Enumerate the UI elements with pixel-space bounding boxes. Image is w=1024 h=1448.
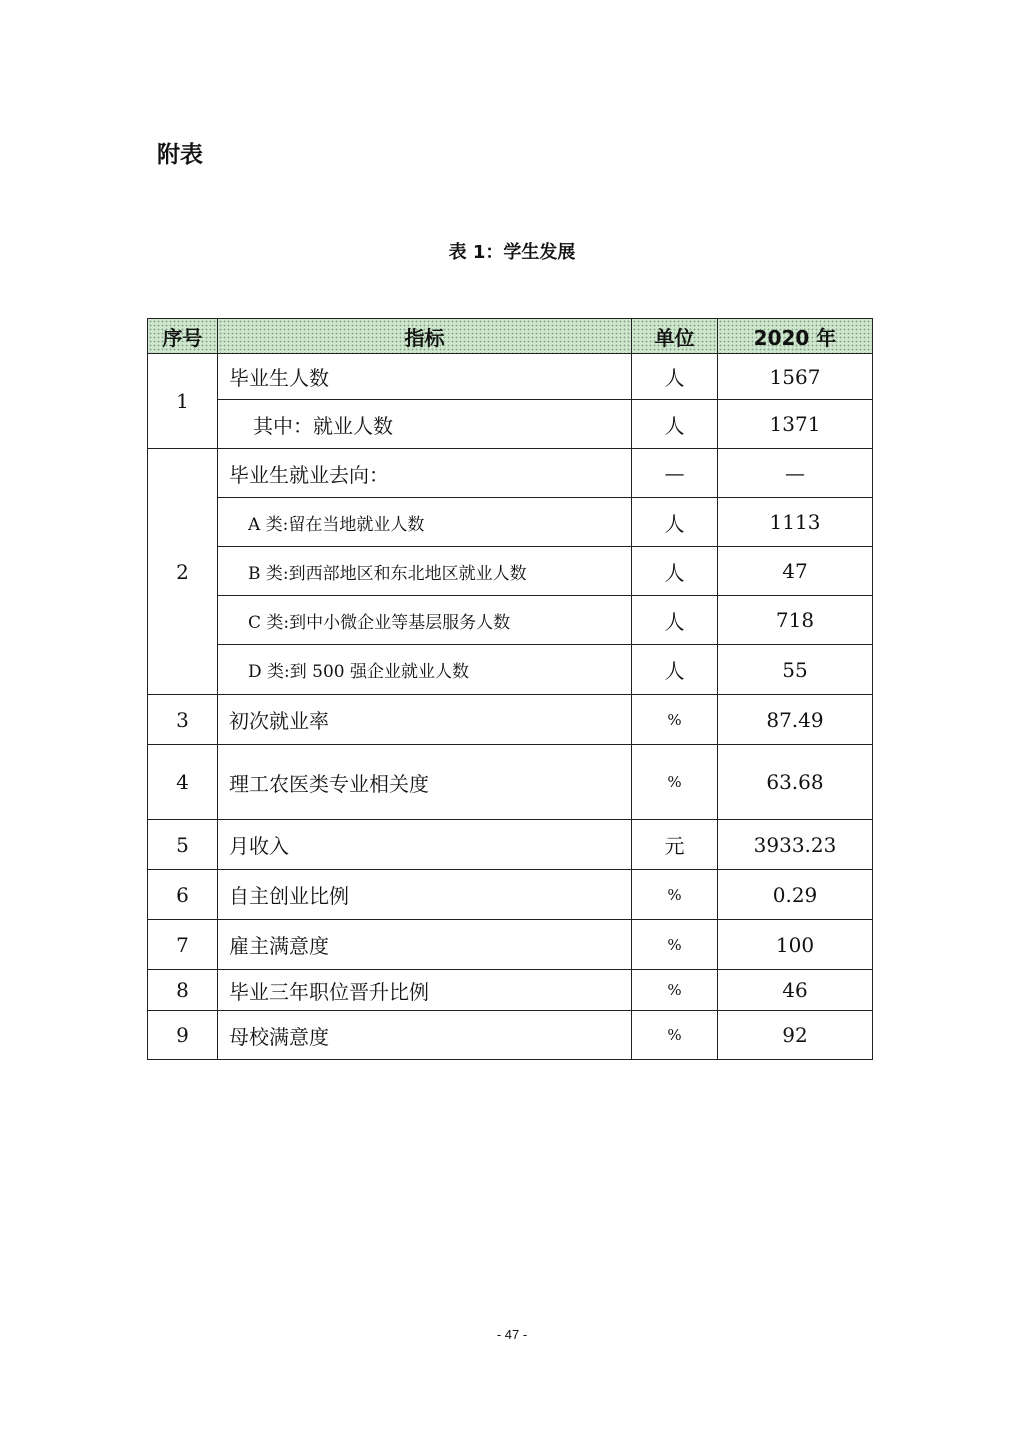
value-cell: 47 — [718, 547, 873, 596]
indicator-cell: D 类:到 500 强企业就业人数 — [218, 645, 632, 695]
table-row — [148, 547, 873, 596]
table-row — [148, 970, 873, 1011]
value-cell: — — [718, 449, 873, 498]
value-cell: 87.49 — [718, 695, 873, 745]
unit-cell: % — [632, 695, 718, 745]
header-indicator: 指标 — [218, 319, 632, 354]
indicator-cell: 月收入 — [218, 820, 632, 870]
unit-cell: 人 — [632, 354, 718, 400]
table-row — [148, 498, 873, 547]
indicator-cell: B 类:到西部地区和东北地区就业人数 — [218, 547, 632, 596]
indicator-cell: 毕业生就业去向： — [218, 449, 632, 498]
serial-cell: 7 — [148, 920, 218, 970]
indicator-cell: C 类:到中小微企业等基层服务人数 — [218, 596, 632, 645]
value-cell: 92 — [718, 1011, 873, 1060]
serial-cell: 3 — [148, 695, 218, 745]
table-row — [148, 596, 873, 645]
unit-cell: % — [632, 745, 718, 820]
serial-cell: 2 — [148, 449, 218, 695]
unit-cell: — — [632, 449, 718, 498]
student-development-table — [147, 318, 873, 1060]
unit-cell: % — [632, 1011, 718, 1060]
serial-cell: 6 — [148, 870, 218, 920]
indicator-cell: 理工农医类专业相关度 — [218, 745, 632, 820]
table-header-row — [148, 319, 873, 354]
unit-cell: 人 — [632, 498, 718, 547]
page-heading: 附表 — [157, 142, 203, 168]
indicator-cell: 雇主满意度 — [218, 920, 632, 970]
table-row — [148, 645, 873, 695]
indicator-cell: 初次就业率 — [218, 695, 632, 745]
unit-cell: % — [632, 870, 718, 920]
indicator-cell: A 类:留在当地就业人数 — [218, 498, 632, 547]
indicator-cell: 毕业生人数 — [218, 354, 632, 400]
value-cell: 1113 — [718, 498, 873, 547]
serial-cell: 4 — [148, 745, 218, 820]
serial-cell: 1 — [148, 354, 218, 449]
table-row — [148, 400, 873, 449]
serial-cell: 5 — [148, 820, 218, 870]
table-row — [148, 354, 873, 400]
unit-cell: 人 — [632, 596, 718, 645]
value-cell: 100 — [718, 920, 873, 970]
unit-cell: % — [632, 920, 718, 970]
value-cell: 63.68 — [718, 745, 873, 820]
table-row — [148, 745, 873, 820]
header-year: 2020 年 — [718, 319, 873, 354]
value-cell: 0.29 — [718, 870, 873, 920]
header-serial: 序号 — [148, 319, 218, 354]
table-row — [148, 1011, 873, 1060]
value-cell: 3933.23 — [718, 820, 873, 870]
value-cell: 46 — [718, 970, 873, 1011]
unit-cell: 人 — [632, 547, 718, 596]
table-row — [148, 449, 873, 498]
table-row — [148, 695, 873, 745]
indicator-cell: 母校满意度 — [218, 1011, 632, 1060]
unit-cell: 元 — [632, 820, 718, 870]
value-cell: 718 — [718, 596, 873, 645]
page-number: - 47 - — [496, 1327, 528, 1342]
unit-cell: % — [632, 970, 718, 1011]
table-row — [148, 820, 873, 870]
header-unit: 单位 — [632, 319, 718, 354]
value-cell: 1567 — [718, 354, 873, 400]
serial-cell: 8 — [148, 970, 218, 1011]
indicator-cell: 毕业三年职位晋升比例 — [218, 970, 632, 1011]
indicator-cell: 自主创业比例 — [218, 870, 632, 920]
indicator-cell: 其中：就业人数 — [218, 400, 632, 449]
table-caption: 表 1：学生发展 — [448, 242, 576, 263]
table-row — [148, 920, 873, 970]
value-cell: 55 — [718, 645, 873, 695]
unit-cell: 人 — [632, 400, 718, 449]
unit-cell: 人 — [632, 645, 718, 695]
serial-cell: 9 — [148, 1011, 218, 1060]
value-cell: 1371 — [718, 400, 873, 449]
table-row — [148, 870, 873, 920]
